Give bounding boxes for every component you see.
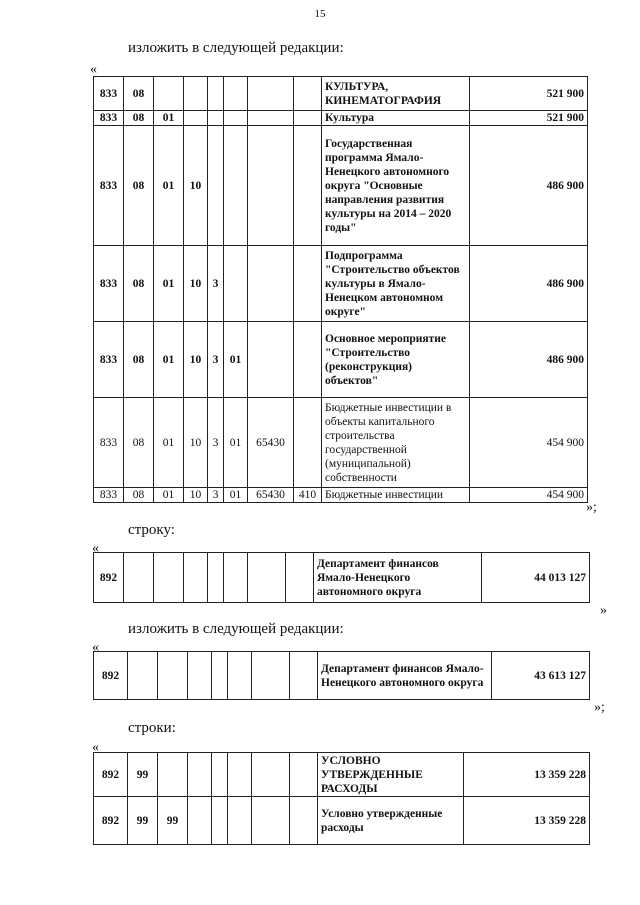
code-cell	[208, 553, 224, 603]
intro-text-3: изложить в следующей редакции:	[128, 621, 344, 637]
code-cell	[248, 246, 294, 322]
amount-cell: 13 359 228	[464, 797, 590, 845]
code-cell: 3	[208, 398, 224, 488]
code-cell: 01	[154, 126, 184, 246]
table-row	[94, 488, 588, 503]
amount-cell: 521 900	[470, 111, 588, 126]
code-cell: 99	[158, 797, 188, 845]
amount-cell: 486 900	[470, 322, 588, 398]
code-cell	[294, 111, 322, 126]
code-cell: 10	[184, 398, 208, 488]
amount-cell: 43 613 127	[492, 652, 590, 700]
code-cell	[154, 553, 184, 603]
code-cell	[294, 398, 322, 488]
code-cell	[248, 322, 294, 398]
code-cell: 833	[94, 126, 124, 246]
code-cell: 01	[224, 398, 248, 488]
code-cell	[184, 77, 208, 111]
code-cell	[158, 652, 188, 700]
close-quote-2: »	[600, 603, 607, 618]
code-cell	[252, 753, 290, 797]
code-cell: 833	[94, 398, 124, 488]
code-cell: 10	[184, 488, 208, 503]
code-cell	[212, 753, 228, 797]
code-cell: 10	[184, 322, 208, 398]
item-name-cell: КУЛЬТУРА, КИНЕМАТОГРАФИЯ	[322, 77, 470, 111]
close-quote-1: »;	[586, 500, 597, 515]
page-number: 15	[314, 8, 326, 20]
code-cell	[224, 553, 248, 603]
code-cell	[290, 753, 318, 797]
code-cell	[228, 753, 252, 797]
budget-table-4	[93, 752, 590, 845]
table-row	[94, 753, 590, 797]
code-cell	[208, 126, 224, 246]
code-cell	[290, 652, 318, 700]
code-cell: 833	[94, 111, 124, 126]
code-cell	[228, 652, 252, 700]
code-cell: 892	[94, 753, 128, 797]
code-cell	[248, 553, 286, 603]
table-row	[94, 322, 588, 398]
budget-table-1	[93, 76, 588, 503]
amount-cell: 486 900	[470, 126, 588, 246]
code-cell: 65430	[248, 398, 294, 488]
intro-text-1: изложить в следующей редакции:	[128, 40, 344, 56]
code-cell	[224, 126, 248, 246]
open-quote-3: «	[92, 640, 99, 655]
table-row	[94, 126, 588, 246]
open-quote-2: «	[92, 541, 99, 556]
code-cell: 01	[224, 488, 248, 503]
item-name-cell: Бюджетные инвестиции в объекты капитального строительства государственной (муниципальной) собственности	[322, 398, 470, 488]
item-name-cell: Основное мероприятие "Строительство (реконструкция) объектов"	[322, 322, 470, 398]
code-cell: 01	[154, 398, 184, 488]
code-cell: 99	[128, 753, 158, 797]
table-row	[94, 111, 588, 126]
item-name-cell: УСЛОВНО УТВЕРЖДЕННЫЕ РАСХОДЫ	[318, 753, 464, 797]
item-name-cell: Бюджетные инвестиции	[322, 488, 470, 503]
item-name-cell: Департамент финансов Ямало-Ненецкого автономного округа	[318, 652, 492, 700]
intro-text-4: строки:	[128, 720, 176, 736]
intro-text-2: строку:	[128, 522, 175, 538]
code-cell	[294, 322, 322, 398]
code-cell: 65430	[248, 488, 294, 503]
code-cell: 08	[124, 111, 154, 126]
open-quote-1: «	[90, 62, 97, 77]
code-cell: 833	[94, 488, 124, 503]
code-cell: 3	[208, 322, 224, 398]
code-cell	[248, 77, 294, 111]
code-cell	[248, 111, 294, 126]
code-cell: 01	[154, 246, 184, 322]
code-cell: 10	[184, 126, 208, 246]
item-name-cell: Департамент финансов Ямало-Ненецкого автономного округа	[314, 553, 482, 603]
code-cell	[224, 246, 248, 322]
code-cell: 99	[128, 797, 158, 845]
code-cell: 01	[224, 322, 248, 398]
code-cell	[124, 553, 154, 603]
code-cell: 833	[94, 246, 124, 322]
budget-table-2	[93, 552, 590, 603]
code-cell	[128, 652, 158, 700]
code-cell	[224, 111, 248, 126]
code-cell: 01	[154, 322, 184, 398]
code-cell: 08	[124, 398, 154, 488]
code-cell: 892	[94, 797, 128, 845]
close-quote-3: »;	[594, 700, 605, 715]
amount-cell: 486 900	[470, 246, 588, 322]
table-row	[94, 797, 590, 845]
code-cell: 833	[94, 322, 124, 398]
code-cell	[184, 111, 208, 126]
amount-cell: 454 900	[470, 398, 588, 488]
code-cell: 10	[184, 246, 208, 322]
code-cell	[252, 652, 290, 700]
code-cell: 3	[208, 246, 224, 322]
code-cell	[224, 77, 248, 111]
table-row	[94, 246, 588, 322]
amount-cell: 13 359 228	[464, 753, 590, 797]
code-cell	[286, 553, 314, 603]
code-cell	[294, 246, 322, 322]
table-row	[94, 398, 588, 488]
item-name-cell: Условно утвержденные расходы	[318, 797, 464, 845]
code-cell	[154, 77, 184, 111]
code-cell	[208, 77, 224, 111]
code-cell	[248, 126, 294, 246]
code-cell	[294, 77, 322, 111]
table-row	[94, 77, 588, 111]
code-cell: 892	[94, 652, 128, 700]
code-cell: 08	[124, 488, 154, 503]
code-cell	[208, 111, 224, 126]
code-cell	[228, 797, 252, 845]
code-cell: 08	[124, 322, 154, 398]
code-cell: 08	[124, 246, 154, 322]
code-cell: 3	[208, 488, 224, 503]
code-cell	[252, 797, 290, 845]
code-cell	[212, 797, 228, 845]
code-cell	[188, 652, 212, 700]
code-cell: 08	[124, 77, 154, 111]
open-quote-4: «	[92, 740, 99, 755]
code-cell	[294, 126, 322, 246]
code-cell: 833	[94, 77, 124, 111]
code-cell	[188, 797, 212, 845]
code-cell: 410	[294, 488, 322, 503]
code-cell: 08	[124, 126, 154, 246]
amount-cell: 521 900	[470, 77, 588, 111]
table-row	[94, 652, 590, 700]
budget-table-3	[93, 651, 590, 700]
code-cell: 01	[154, 488, 184, 503]
amount-cell: 454 900	[470, 488, 588, 503]
code-cell	[184, 553, 208, 603]
item-name-cell: Подпрограмма "Строительство объектов культуры в Ямало-Ненецком автономном округе"	[322, 246, 470, 322]
item-name-cell: Культура	[322, 111, 470, 126]
code-cell	[188, 753, 212, 797]
code-cell	[158, 753, 188, 797]
code-cell	[290, 797, 318, 845]
amount-cell: 44 013 127	[482, 553, 590, 603]
code-cell: 01	[154, 111, 184, 126]
code-cell	[212, 652, 228, 700]
table-row	[94, 553, 590, 603]
item-name-cell: Государственная программа Ямало-Ненецкого автономного округа "Основные направления развития культуры на 2014 – 2020 годы"	[322, 126, 470, 246]
code-cell: 892	[94, 553, 124, 603]
